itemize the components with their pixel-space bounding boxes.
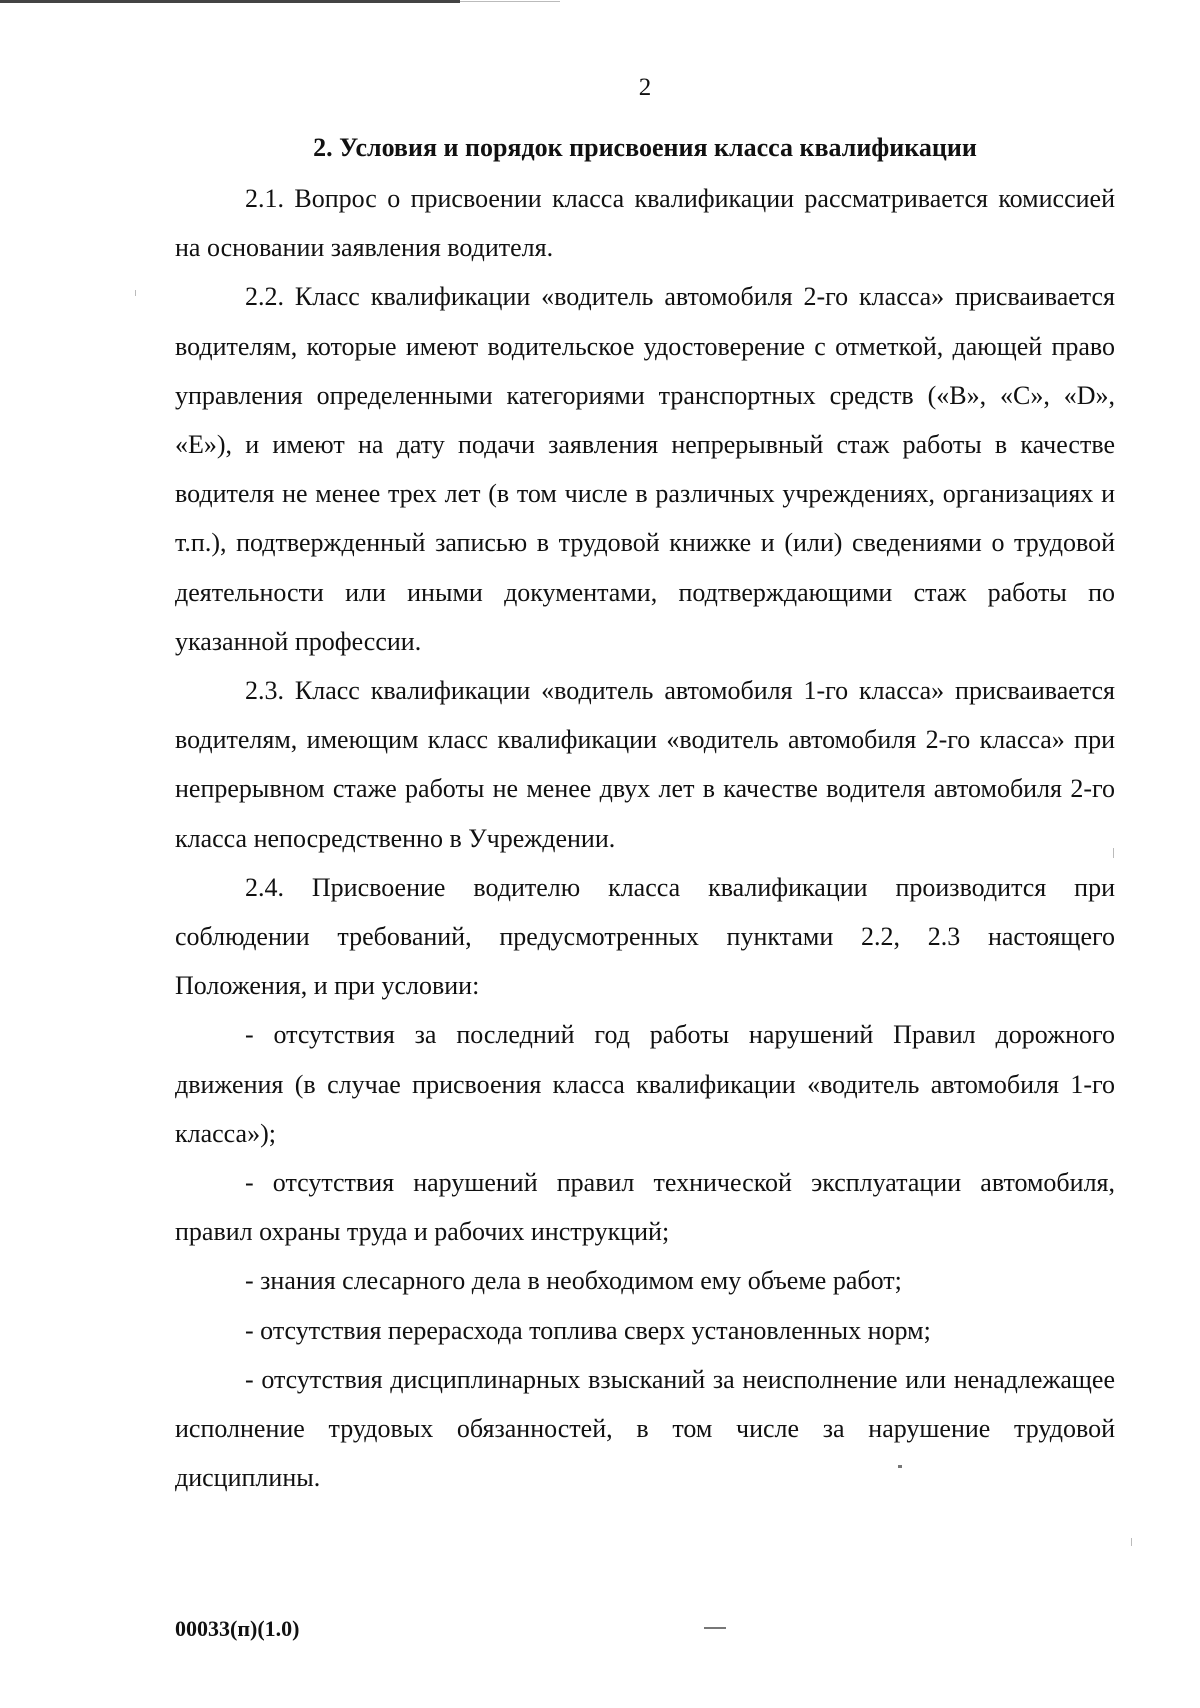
scan-speck-mark [1113, 848, 1114, 858]
condition-item-traffic-rules: - отсутствия за последний год работы нарушений Правил дорожного движения (в случае присвоения класса квалификации «водитель автомобиля 1-го класса»); [175, 1020, 1115, 1148]
scan-speck-mark [898, 1465, 902, 1468]
section-body [175, 174, 1115, 1502]
condition-item-disciplinary: - отсутствия дисциплинарных взысканий за неисполнение или ненадлежащее исполнение трудовых обязанностей, в том числе за нарушение трудовой дисциплины. [175, 1364, 1115, 1493]
condition-item-locksmith-knowledge: - знания слесарного дела в необходимом ему объеме работ; [245, 1266, 902, 1296]
scan-speck-mark [135, 290, 136, 296]
document-footer-code: 00033(п)(1.0) [175, 1616, 300, 1641]
section-title: 2. Условия и порядок присвоения класса квалификации [313, 133, 977, 162]
scan-top-edge-line [0, 0, 460, 3]
paragraph-2-3: 2.3. Класс квалификации «водитель автомобиля 1-го класса» присваивается водителям, имеющим класс квалификации «водитель автомобиля 2-го класса» при непрерывном стаже работы не менее двух лет в качестве водителя автомобиля 2-го класса непосредственно в Учреждении. [175, 676, 1115, 853]
scan-speck-mark [1131, 1538, 1132, 1546]
scan-speck-mark [704, 1627, 726, 1629]
scan-top-edge-faint-line [460, 1, 560, 2]
condition-item-technical-operation: - отсутствия нарушений правил технической эксплуатации автомобиля, правил охраны труда и рабочих инструкций; [175, 1168, 1115, 1247]
paragraph-2-1: 2.1. Вопрос о присвоении класса квалификации рассматривается комиссией на основании заявления водителя. [175, 184, 1115, 263]
paragraph-2-2: 2.2. Класс квалификации «водитель автомобиля 2-го класса» присваивается водителям, которые имеют водительское удостоверение с отметкой, дающей право управления определенными категориями транспортных средств («В», «С», «D», «Е»), и имеют на дату подачи заявления непрерывный стаж работы в качестве водителя не менее трех лет (в том числе в различных учреждениях, организациях и т.п.), подтвержденный записью в трудовой книжке и (или) сведениями о трудовой деятельности или иными документами, подтверждающими стаж работы по указанной профессии. [175, 282, 1115, 656]
paragraph-2-4: 2.4. Присвоение водителю класса квалификации производится при соблюдении требований, предусмотренных пунктами 2.2, 2.3 настоящего Положения, и при условии: [175, 872, 1115, 1001]
page-number: 2 [638, 74, 652, 101]
condition-item-fuel-consumption: - отсутствия перерасхода топлива сверх установленных норм; [245, 1315, 931, 1345]
